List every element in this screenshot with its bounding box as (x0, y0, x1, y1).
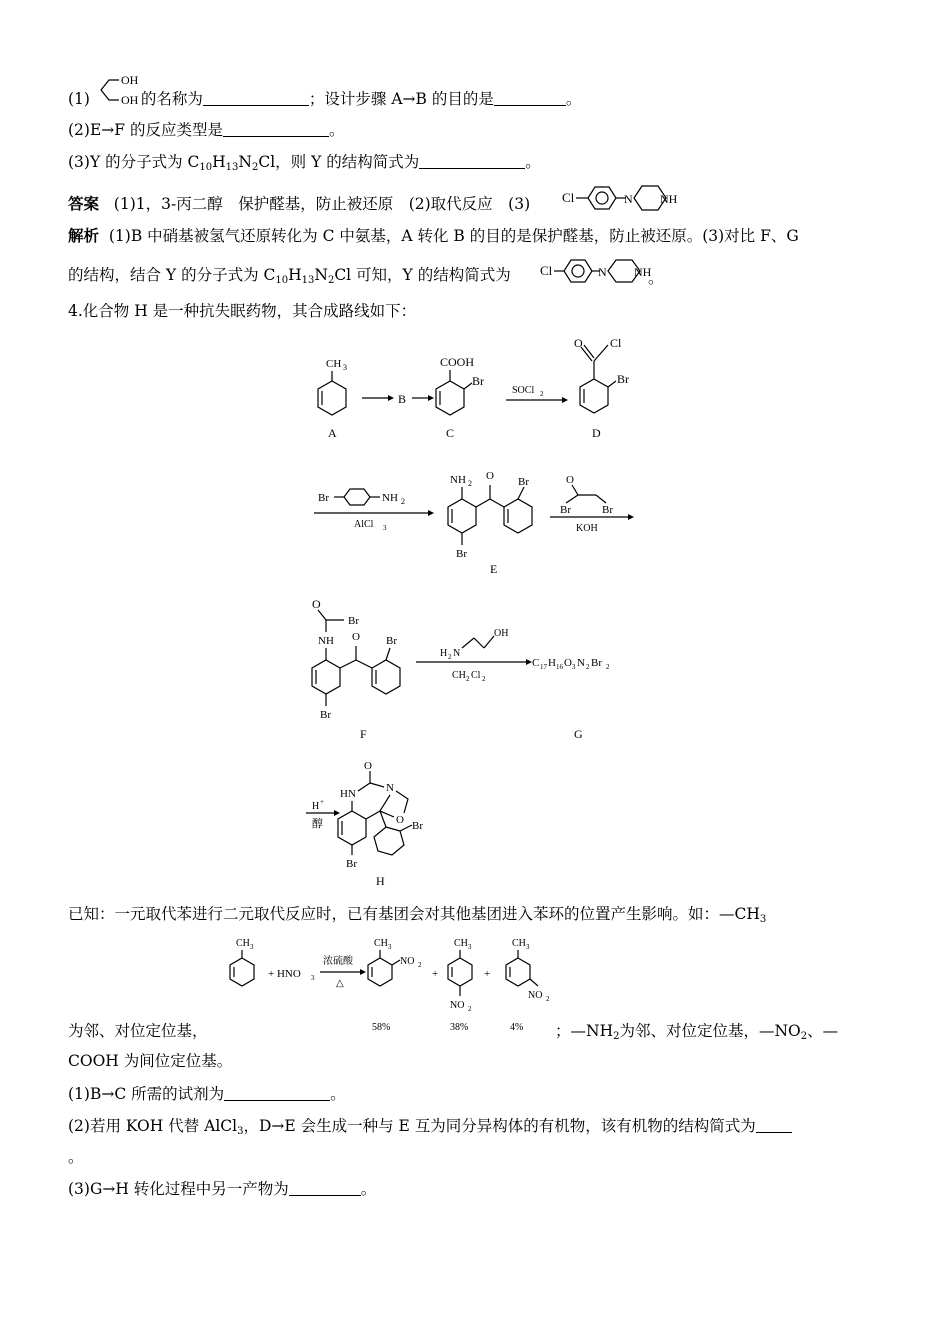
svg-text:H: H (440, 648, 448, 659)
svg-text:3: 3 (526, 943, 530, 951)
svg-text:B: B (398, 392, 407, 406)
svg-text:16: 16 (556, 663, 563, 671)
q4-part-2-end: 。 (68, 1148, 84, 1166)
svg-text:COOH: COOH (440, 355, 475, 369)
svg-text:Br: Br (456, 548, 467, 560)
svg-text:A: A (328, 426, 337, 440)
question-3-line: (3)Y 的分子式为 $C_{10}H_{13}N_2Cl$，则 Y 的结构简式为 。 (68, 153, 541, 173)
svg-text:Br: Br (518, 476, 529, 488)
q4-part-1: (1)B→C 所需的试剂为 。 (68, 1085, 346, 1103)
svg-text:+ HNO: + HNO (268, 968, 301, 980)
q4-part-3: (3)G→H 转化过程中另一产物为 。 (68, 1180, 377, 1198)
svg-text:58%: 58% (372, 1022, 391, 1033)
nitration-scheme (228, 930, 558, 1040)
svg-text:NH: NH (318, 635, 334, 647)
svg-text:O: O (566, 474, 574, 486)
answer-blank[interactable] (289, 1179, 361, 1196)
analysis-line-2: 的结构，结合 Y 的分子式为 $C_{10}H_{13}N_2Cl$ 可知，Y 的结构简式为 (68, 266, 511, 286)
scheme-row-2 (310, 465, 650, 580)
answer-blank[interactable] (203, 89, 309, 106)
svg-text:NO: NO (400, 956, 415, 967)
svg-text:CH: CH (454, 938, 468, 949)
svg-text:CH: CH (374, 938, 388, 949)
propanediol-structure (95, 73, 141, 110)
svg-text:N: N (624, 192, 633, 206)
svg-text:D: D (592, 426, 601, 440)
svg-text:CH: CH (452, 670, 466, 681)
svg-text:NH: NH (634, 265, 652, 279)
svg-text:3: 3 (250, 943, 254, 951)
q4-part-2: (2)若用 KOH 代替 AlCl$_3$，D→E 会生成一种与 E 互为同分异构体的有机物，该有机物的结构简式为 (68, 1115, 792, 1137)
svg-text:4%: 4% (510, 1022, 524, 1033)
analysis-line-1: 解析 (1)B 中硝基被氢气还原转化为 C 中氨基，A 转化 B 的目的是保护醛基，防止被还原。(3)对比 F、G (68, 226, 799, 245)
svg-text:CH: CH (326, 358, 342, 370)
svg-text:H: H (312, 801, 320, 812)
svg-text:+: + (432, 968, 439, 980)
svg-text:OH: OH (120, 73, 139, 87)
svg-text:F: F (360, 727, 367, 741)
answer-blank[interactable] (494, 89, 566, 106)
svg-text:C: C (532, 657, 540, 669)
svg-text:3: 3 (343, 363, 347, 372)
svg-text:Cl: Cl (610, 336, 622, 350)
question-1-line: (1) OH OH 的名称为 ；设计步骤 A→B 的目的是 。 (68, 73, 582, 108)
svg-text:O: O (564, 657, 572, 669)
answer-blank[interactable] (756, 1116, 792, 1133)
svg-text:H: H (548, 657, 556, 669)
svg-text:NH: NH (382, 492, 398, 504)
svg-text:+: + (484, 968, 491, 980)
analysis-label: 解析 (68, 226, 100, 245)
svg-text:+: + (320, 798, 324, 806)
answer-y-structure (562, 180, 702, 220)
svg-text:17: 17 (540, 663, 547, 671)
answer-label: 答案 (68, 194, 100, 213)
svg-text:2: 2 (586, 663, 590, 671)
svg-text:Br: Br (346, 858, 357, 870)
scheme-row-3 (290, 590, 650, 745)
svg-text:G: G (574, 727, 583, 741)
svg-text:HN: HN (340, 788, 356, 800)
svg-text:N: N (577, 657, 585, 669)
known-line-3: COOH 为间位定位基。 (68, 1052, 233, 1070)
svg-text:KOH: KOH (576, 523, 598, 534)
svg-text:浓硫酸: 浓硫酸 (323, 956, 353, 967)
svg-text:Cl: Cl (471, 670, 481, 681)
svg-text:△: △ (336, 978, 344, 989)
svg-text:Br: Br (560, 504, 571, 516)
scheme-row-1 (300, 335, 660, 445)
svg-text:2: 2 (540, 390, 544, 398)
svg-text:O: O (352, 631, 360, 643)
answer-blank[interactable] (224, 1084, 330, 1101)
svg-text:3: 3 (383, 524, 387, 532)
svg-text:OH: OH (120, 93, 139, 107)
svg-text:SOCl: SOCl (512, 385, 535, 396)
svg-text:Br: Br (320, 709, 331, 721)
known-line-2b: ；$—NH_2$为邻、对位定位基，$—NO_2$、— (555, 1022, 839, 1042)
svg-text:O: O (364, 760, 372, 772)
svg-text:O: O (486, 470, 494, 482)
answer-blank[interactable] (419, 152, 525, 169)
scheme-row-4 (300, 755, 480, 895)
svg-text:Br: Br (386, 635, 397, 647)
svg-text:2: 2 (482, 675, 486, 683)
question-2-line: (2)E→F 的反应类型是 。 (68, 121, 345, 139)
svg-text:2: 2 (466, 675, 470, 683)
svg-text:2: 2 (468, 479, 472, 488)
svg-text:C: C (446, 426, 455, 440)
svg-text:2: 2 (546, 995, 550, 1003)
known-line-2a: 为邻、对位定位基， (68, 1022, 208, 1040)
answer-line: 答案 (1)1，3-丙二醇 保护醛基，防止被还原 (2)取代反应 (3) (68, 194, 531, 213)
svg-text:Br: Br (602, 504, 613, 516)
svg-text:3: 3 (572, 663, 576, 671)
svg-text:2: 2 (448, 653, 452, 661)
svg-text:Br: Br (617, 372, 629, 386)
analysis-y-structure (540, 254, 660, 290)
svg-text:N: N (453, 648, 461, 659)
svg-text:38%: 38% (450, 1022, 469, 1033)
svg-text:Br: Br (318, 492, 329, 504)
svg-text:N: N (598, 265, 607, 279)
svg-text:3: 3 (311, 974, 315, 982)
svg-text:NO: NO (450, 1000, 465, 1011)
answer-blank[interactable] (223, 120, 329, 137)
svg-text:Cl: Cl (540, 263, 553, 278)
svg-text:NH: NH (660, 192, 678, 206)
svg-text:E: E (490, 562, 498, 576)
svg-text:2: 2 (468, 1005, 472, 1013)
svg-text:CH: CH (512, 938, 526, 949)
svg-text:NH: NH (450, 474, 466, 486)
svg-text:醇: 醇 (312, 818, 323, 830)
svg-text:CH: CH (236, 938, 250, 949)
svg-text:2: 2 (606, 663, 610, 671)
svg-text:3: 3 (468, 943, 472, 951)
svg-text:NO: NO (528, 990, 543, 1001)
svg-text:Br: Br (348, 615, 359, 627)
svg-text:Br: Br (591, 657, 602, 669)
svg-text:O: O (312, 597, 321, 611)
svg-text:Br: Br (472, 374, 484, 388)
svg-text:OH: OH (494, 628, 509, 639)
svg-text:O: O (396, 814, 404, 826)
svg-text:O: O (574, 336, 583, 350)
svg-text:H: H (376, 874, 385, 888)
svg-text:Cl: Cl (562, 190, 575, 205)
svg-text:Br: Br (412, 820, 423, 832)
svg-text:N: N (386, 782, 394, 794)
svg-text:AlCl: AlCl (354, 519, 374, 530)
svg-text:2: 2 (418, 961, 422, 969)
question-4-title: 4.化合物 H 是一种抗失眠药物，其合成路线如下： (68, 302, 417, 320)
known-text: 已知：一元取代苯进行二元取代反应时，已有基团会对其他基团进入苯环的位置产生影响。如：$—CH_3$ (68, 905, 767, 925)
svg-text:2: 2 (401, 497, 405, 506)
svg-text:3: 3 (388, 943, 392, 951)
